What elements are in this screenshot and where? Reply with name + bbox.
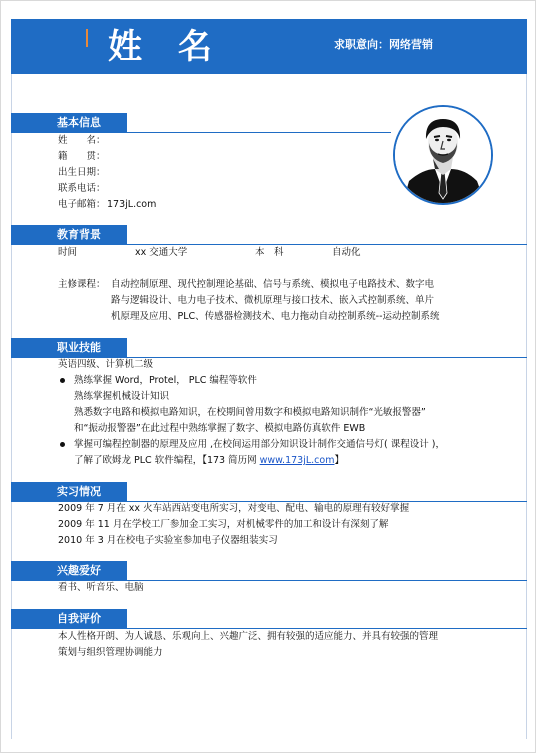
profile-photo [393, 105, 493, 205]
skills-bullet2-bracket: 】 [334, 455, 344, 466]
internship-line-1: 2009 年 7 月在 xx 火车站西站变电所实习，对变电、配电、输电的原理有较好掌握 [58, 503, 410, 514]
hometown-label: 籍 贯： [58, 151, 106, 162]
self-eval-line-1: 本人性格开朗、为人诚恳、乐观向上、兴趣广泛、拥有较强的适应能力、并具有较强的管理 [58, 631, 439, 642]
right-border-line [526, 19, 527, 739]
section-title-internship: 实习情况 [11, 482, 127, 502]
section-title-education: 教育背景 [11, 225, 127, 245]
job-intent: 求职意向：网络营销 [334, 38, 433, 51]
header-banner [11, 19, 527, 74]
edu-school: xx 交通大学 [135, 247, 188, 258]
email-value: 173jL.com [107, 199, 157, 210]
courses-line-3: 机原理及应用、PLC、传感器检测技术、电力拖动自动控制系统--运动控制系统 [111, 311, 440, 322]
section-line-education [11, 244, 527, 245]
internship-line-2: 2009 年 11 月在学校工厂参加金工实习，对机械零件的加工和设计有深刻了解 [58, 519, 389, 530]
section-line-basic [11, 132, 391, 133]
skills-line-1: 英语四级、计算机二级 [58, 359, 154, 370]
section-line-self-eval [11, 628, 527, 629]
email-label: 电子邮箱： [58, 199, 106, 210]
skills-bullet1-line2: 熟练掌握机械设计知识 [74, 391, 170, 402]
internship-line-3: 2010 年 3 月在校电子实验室参加电子仪器组装实习 [58, 535, 278, 546]
skills-bullet2-line2 [74, 454, 344, 467]
section-title-skills: 职业技能 [11, 338, 127, 358]
resume-site-link[interactable]: www.173jL.com [259, 455, 335, 466]
candidate-name: 姓 名 [108, 27, 224, 67]
bullet-1 [60, 378, 65, 383]
birth-date-label: 出生日期： [58, 167, 106, 178]
skills-bullet2-line1: 掌握可编程控制器的原理及应用 ,在校间运用部分知识设计制作交通信号灯( 课程设计 )， [74, 439, 445, 450]
edu-degree: 本 科 [255, 247, 284, 258]
edu-major: 自动化 [332, 247, 361, 258]
section-title-self-eval: 自我评价 [11, 609, 127, 629]
phone-label: 联系电话： [58, 183, 106, 194]
skills-bullet1-line3: 熟悉数字电路和模拟电路知识，在校期间曾用数字和模拟电路知识制作“光敏报警器” [74, 407, 426, 418]
courses-line-1: 自动控制原理、现代控制理论基础、信号与系统、模拟电子电路技术、数字电 [111, 279, 435, 290]
edu-time: 时间 [58, 247, 78, 258]
skills-bullet1-line4: 和“振动报警器”在此过程中熟练掌握了数字、模拟电路仿真软件 EWB [74, 423, 366, 434]
skills-bullet2-text: 了解了欧姆龙 PLC 软件编程，【173 简历网 [74, 455, 260, 466]
section-title-hobbies: 兴趣爱好 [11, 561, 127, 581]
courses-line-2: 路与逻辑设计、电力电子技术、微机原理与接口技术、嵌入式控制系统、单片 [111, 295, 435, 306]
header-accent-bar [86, 29, 88, 47]
name-label: 姓 名： [58, 135, 106, 146]
courses-label: 主修课程： [58, 279, 106, 290]
portrait-icon [395, 107, 491, 203]
self-eval-line-2: 策划与组织管理协调能力 [58, 647, 163, 658]
bullet-2 [60, 442, 65, 447]
section-title-basic: 基本信息 [11, 113, 127, 133]
hobbies-line-1: 看书、听音乐、电脑 [58, 582, 144, 593]
skills-bullet1-line1: 熟练掌握 Word，Protel， PLC 编程等软件 [74, 375, 257, 386]
